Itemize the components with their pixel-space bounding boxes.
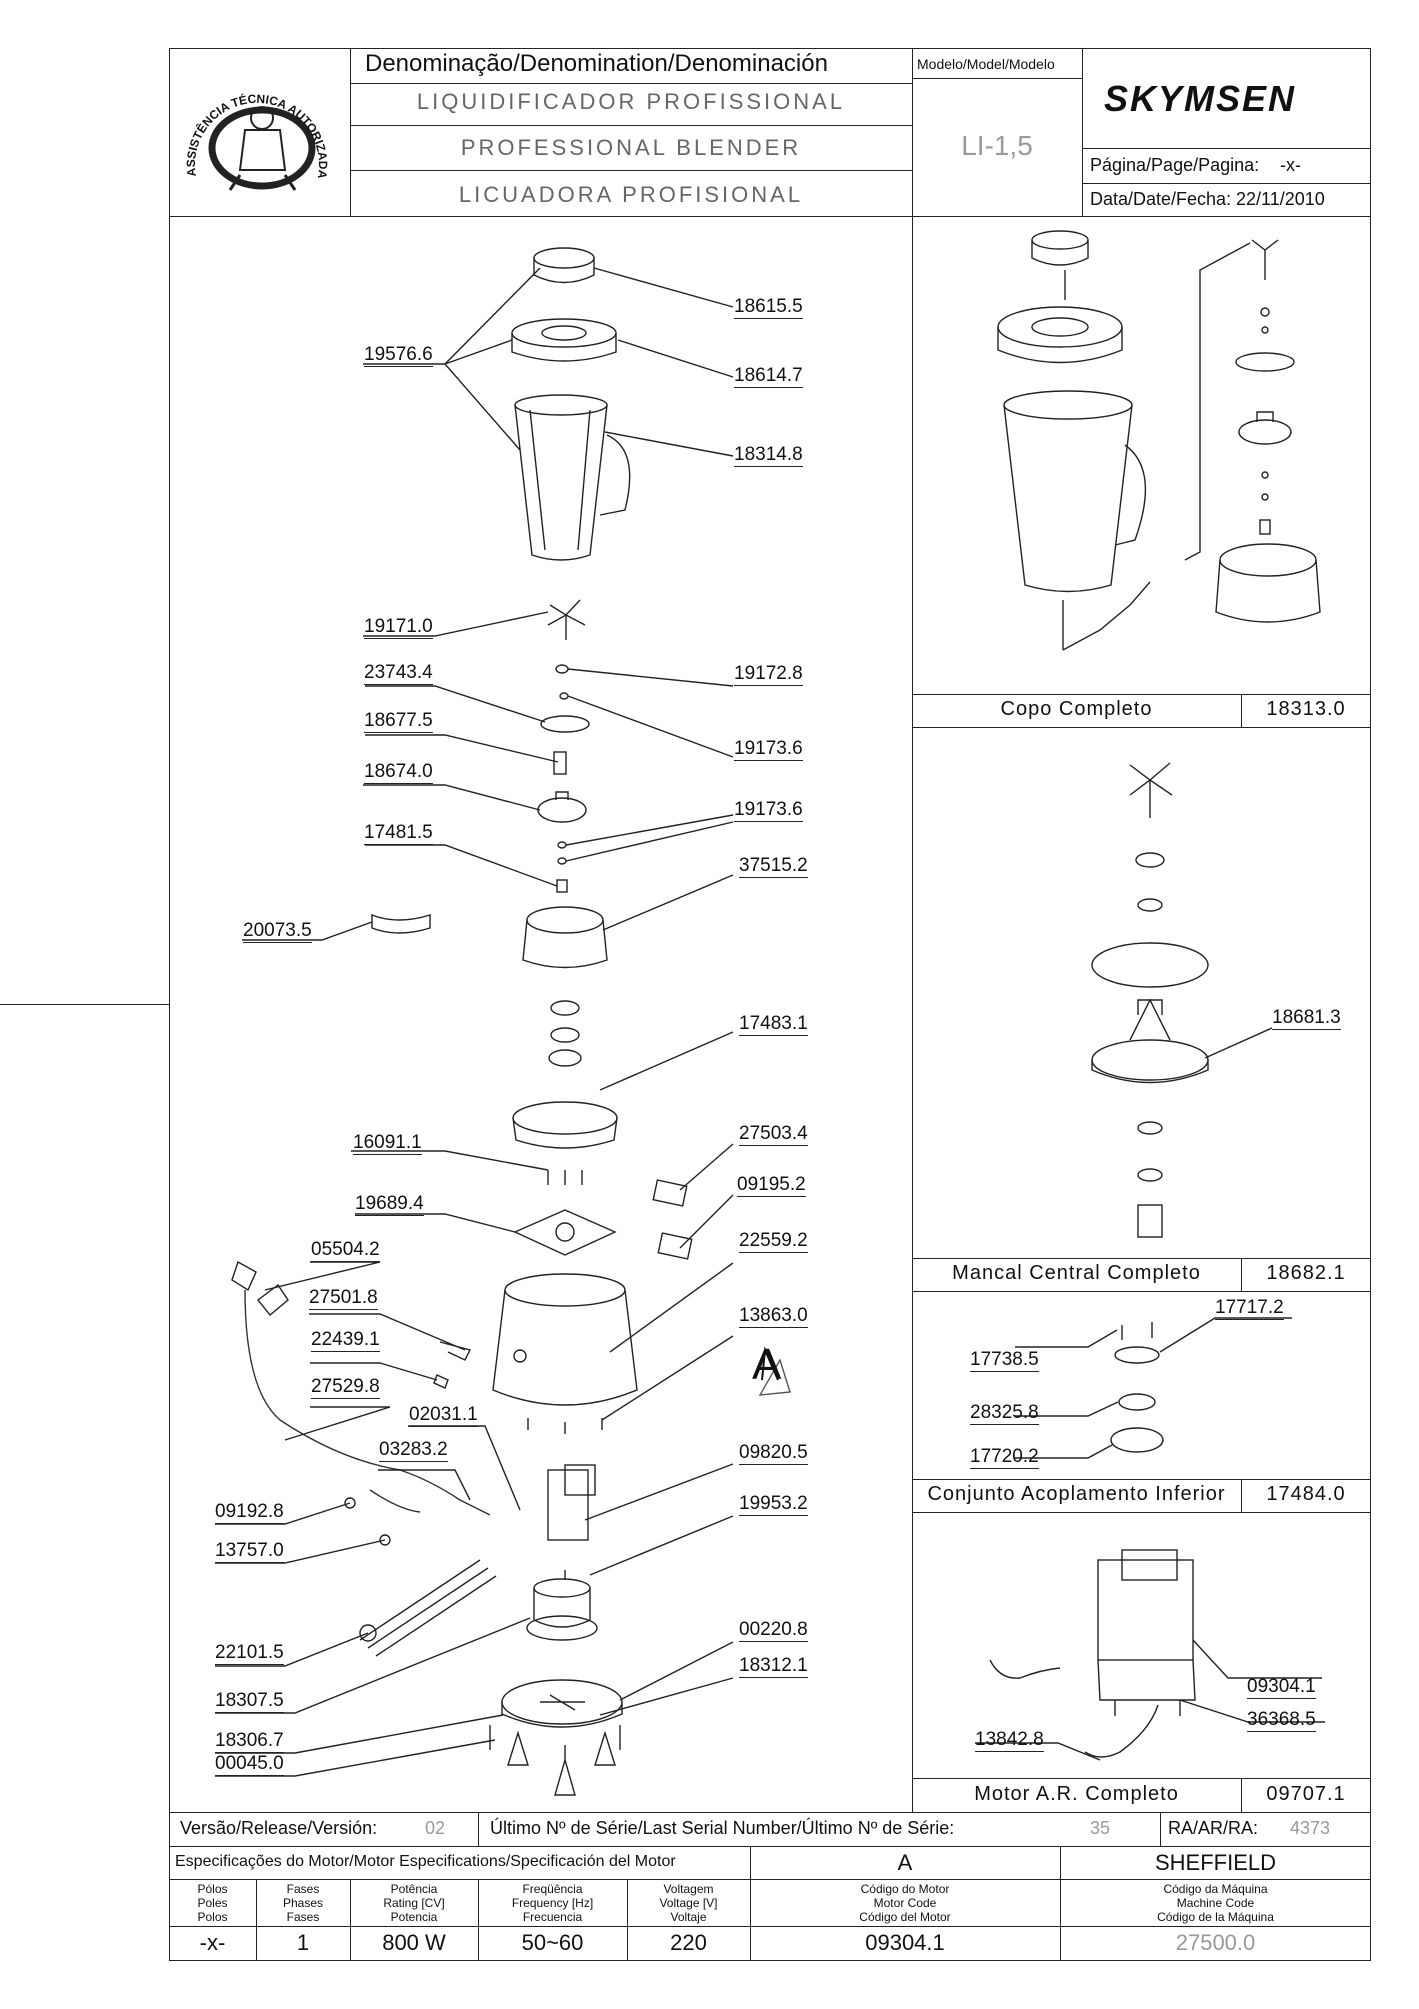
date-label: Data/Date/Fecha: [1090,189,1232,209]
part-label: 18312.1 [739,1655,808,1676]
part-label: 16091.1 [353,1132,422,1153]
brand-logo: SKYMSEN [1104,78,1297,119]
part-label: 18307.5 [215,1690,284,1711]
part-label: 27503.4 [739,1123,808,1144]
part-label: 19171.0 [364,616,433,637]
part-label: 20073.5 [243,920,312,941]
model-value: LI-1,5 [961,130,1033,161]
part-label: 18677.5 [364,710,433,731]
page-label: Página/Page/Pagina: [1090,155,1260,175]
spec-value-rating: 800 W [382,1930,446,1955]
spec-value-voltage: 220 [670,1930,707,1955]
spec-header-motor-code: Código do Motor Motor Code Código del Motor [859,1882,951,1924]
part-label: 36368.5 [1247,1709,1316,1730]
part-label: 17483.1 [739,1013,808,1034]
date-value: 22/11/2010 [1236,189,1325,209]
motor-spec-title: Especificações do Motor/Motor Especifications/Specificación del Motor [175,1853,676,1870]
part-label: 18306.7 [215,1730,284,1751]
part-label: 03283.2 [379,1439,448,1460]
version-value: 02 [425,1818,446,1838]
part-label: 19172.8 [734,663,803,684]
part-label: 18614.7 [734,365,803,386]
ra-label: RA/AR/RA: [1168,1818,1259,1838]
part-label: 18674.0 [364,761,433,782]
ra-value: 4373 [1290,1818,1331,1838]
spec-header-poles: Pólos Poles Polos [197,1882,228,1924]
part-label: 18615.5 [734,296,803,317]
spec-value-motor-code: 09304.1 [865,1930,945,1955]
subassembly-name-2: Mancal Central Completo [952,1262,1201,1284]
part-label: 37515.2 [739,855,808,876]
part-label: 13863.0 [739,1305,808,1326]
seal-text: ASSISTÊNCIA TÉCNICA AUTORIZADA [183,91,331,180]
subassembly-code-2: 18682.1 [1266,1262,1346,1284]
part-label: 17738.5 [970,1349,1039,1370]
part-label: 09304.1 [1247,1676,1316,1697]
part-label: 22439.1 [311,1329,380,1350]
part-label: 00045.0 [215,1753,284,1774]
spec-header-machine-code: Código da Máquina Machine Code Código de la Máquina [1157,1882,1274,1924]
spec-value-poles: -x- [199,1930,226,1955]
part-label: 17717.2 [1215,1297,1284,1318]
part-label: 02031.1 [409,1404,478,1425]
part-label: 22559.2 [739,1230,808,1251]
page-value: -x- [1280,155,1301,175]
part-label: 09192.8 [215,1501,284,1522]
subassembly-code-3: 17484.0 [1266,1483,1346,1505]
model-label: Modelo/Model/Modelo [917,56,1055,72]
part-label: 09820.5 [739,1442,808,1463]
part-label: 27529.8 [311,1376,380,1397]
part-label: 28325.8 [970,1402,1039,1423]
serial-label: Último Nº de Série/Last Serial Number/Último Nº de Série: [490,1818,955,1838]
part-label: 09195.2 [737,1174,806,1195]
motor-variant: A [897,1850,913,1875]
part-label: 19173.6 [734,799,803,820]
part-label: 05504.2 [311,1239,380,1260]
spec-value-phases: 1 [296,1930,310,1955]
spec-header-frequency: Freqüência Frequency [Hz] Frecuencia [511,1882,594,1924]
part-label: 23743.4 [364,662,433,683]
spec-value-machine-code: 27500.0 [1175,1930,1256,1955]
part-label: 00220.8 [739,1619,808,1640]
spec-value-frequency: 50~60 [521,1930,584,1955]
subassembly-code-1: 18313.0 [1266,698,1346,720]
part-label: 13757.0 [215,1540,284,1561]
spec-header-rating: Potência Rating [CV] Potencia [383,1882,445,1924]
subassembly-name-4: Motor A.R. Completo [974,1783,1179,1805]
denomination-title: Denominação/Denomination/Denominación [365,50,828,77]
subassembly-code-4: 09707.1 [1266,1783,1346,1805]
spec-header-phases: Fases Phases Fases [282,1882,324,1924]
part-label: 19173.6 [734,738,803,759]
machine-name: SHEFFIELD [1154,1850,1277,1875]
spec-header-voltage: Voltagem Voltage [V] Voltaje [659,1882,718,1924]
part-label: 17720.2 [970,1446,1039,1467]
detail-marker: A [752,1340,782,1389]
serial-value: 35 [1090,1818,1111,1838]
part-label: 18314.8 [734,444,803,465]
part-label: 13842.8 [975,1729,1044,1750]
part-label: 19576.6 [364,344,433,365]
name-pt: LIQUIDIFICADOR PROFISSIONAL [416,89,846,114]
subassembly-name-3: Conjunto Acoplamento Inferior [927,1483,1226,1505]
part-label: 22101.5 [215,1642,284,1663]
subassembly-name-1: Copo Completo [1000,698,1153,720]
part-label: 18681.3 [1272,1007,1341,1028]
part-label: 27501.8 [309,1287,378,1308]
part-label: 17481.5 [364,822,433,843]
name-en: PROFESSIONAL BLENDER [460,135,802,160]
part-label: 19953.2 [739,1493,808,1514]
version-label: Versão/Release/Versión: [180,1818,378,1838]
part-label: 19689.4 [355,1193,424,1214]
name-es: LICUADORA PROFISIONAL [458,182,804,207]
